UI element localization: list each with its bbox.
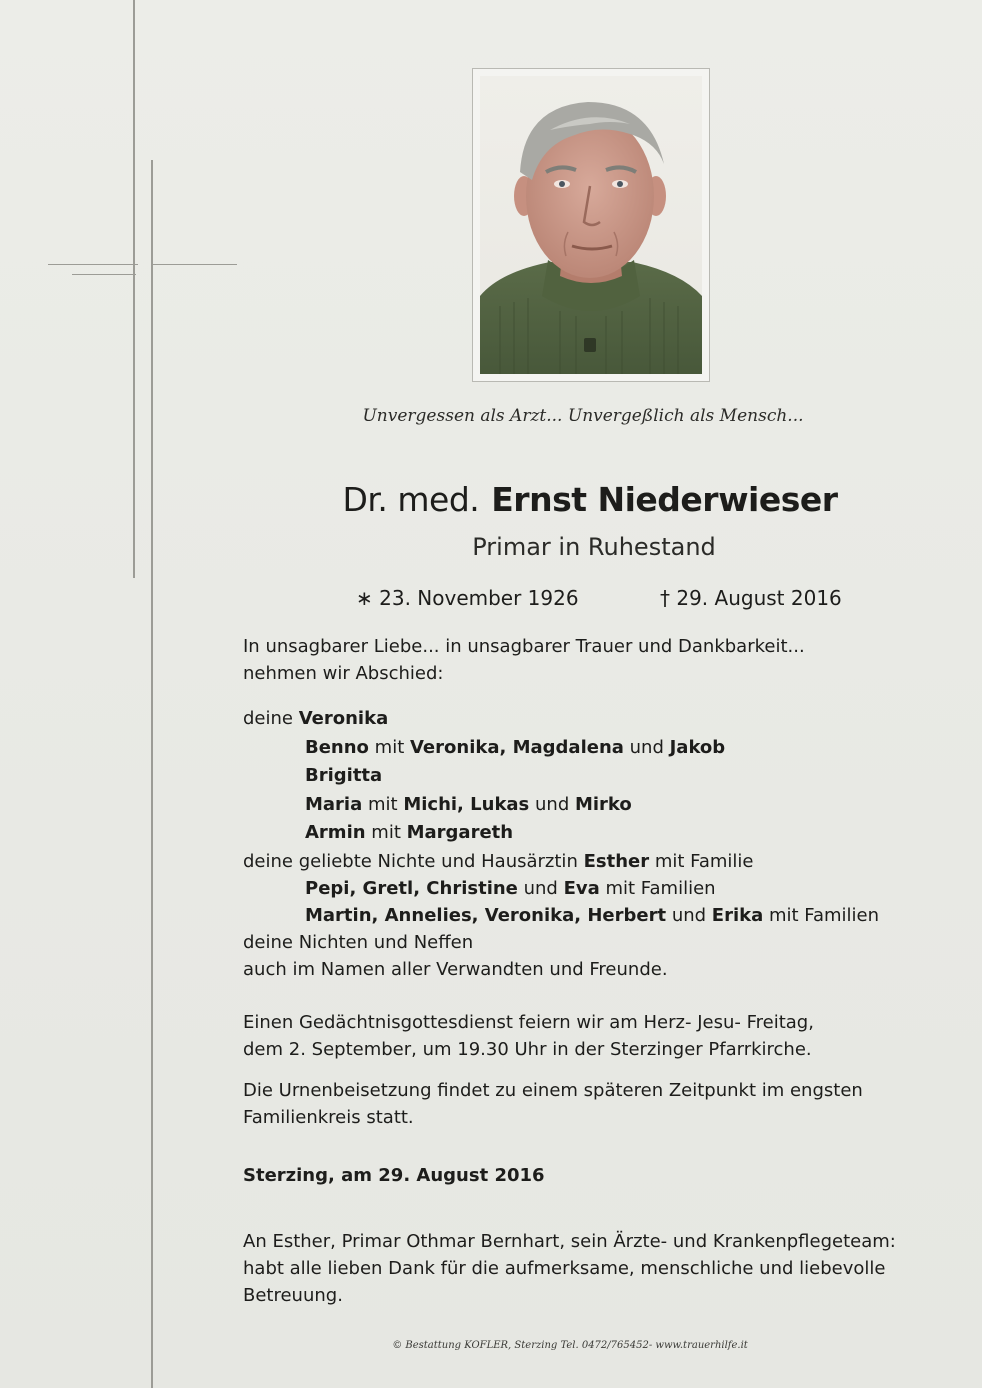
thanks-line: Betreuung. <box>243 1285 343 1306</box>
footer-credit: © Bestattung KOFLER, Sterzing Tel. 0472/765452- www.trauerhilfe.it <box>392 1340 748 1351</box>
family-line: auch im Namen aller Verwandten und Freunde. <box>243 958 668 980</box>
thanks-paragraph <box>243 1228 943 1309</box>
family-line: Benno mit Veronika, Magdalena und Jakob <box>305 736 726 758</box>
family-line: Armin mit Margareth <box>305 822 514 843</box>
intro-line: nehmen wir Abschied: <box>243 663 444 684</box>
thanks-line: habt alle lieben Dank für die aufmerksame, menschliche und liebevolle <box>243 1258 886 1279</box>
family-line: Pepi, Gretl, Christine und Eva mit Familien <box>305 877 716 899</box>
family-line: Brigitta <box>305 765 383 786</box>
family-line: deine geliebte Nichte und Hausärztin Esther mit Familie <box>243 850 754 872</box>
service-paragraph <box>243 1009 943 1063</box>
service-line: dem 2. September, um 19.30 Uhr in der Sterzinger Pfarrkirche. <box>243 1039 812 1060</box>
urn-paragraph <box>243 1077 943 1131</box>
place-date: Sterzing, am 29. August 2016 <box>243 1165 545 1186</box>
deceased-title: Primar in Ruhestand <box>472 533 716 561</box>
family-line: Martin, Annelies, Veronika, Herbert und Erika mit Familien <box>305 904 880 926</box>
name-full: Ernst Niederwieser <box>491 480 838 519</box>
intro-line: In unsagbarer Liebe... in unsagbarer Trauer und Dankbarkeit... <box>243 636 805 657</box>
name-prefix: Dr. med. <box>342 480 480 519</box>
thanks-line: An Esther, Primar Othmar Bernhart, sein Ärzte- und Krankenpflegeteam: <box>243 1231 896 1252</box>
family-line: deine Nichten und Neffen <box>243 931 474 953</box>
memorial-motto: Unvergessen als Arzt... Unvergeßlich als Mensch... <box>362 406 804 426</box>
family-line: Maria mit Michi, Lukas und Mirko <box>305 793 632 815</box>
service-line: Einen Gedächtnisgottesdienst feiern wir am Herz- Jesu- Freitag, <box>243 1012 814 1033</box>
birth-date: ∗ 23. November 1926 <box>356 586 579 610</box>
urn-line: Die Urnenbeisetzung findet zu einem späteren Zeitpunkt im engsten <box>243 1080 863 1101</box>
death-date: † 29. August 2016 <box>660 586 842 610</box>
family-list <box>243 705 943 984</box>
family-line: deine Veronika <box>243 708 389 729</box>
portrait-frame <box>472 68 710 382</box>
deceased-name <box>240 480 940 519</box>
intro-paragraph <box>243 633 943 687</box>
urn-line: Familienkreis statt. <box>243 1107 414 1128</box>
portrait-photo <box>480 76 702 374</box>
